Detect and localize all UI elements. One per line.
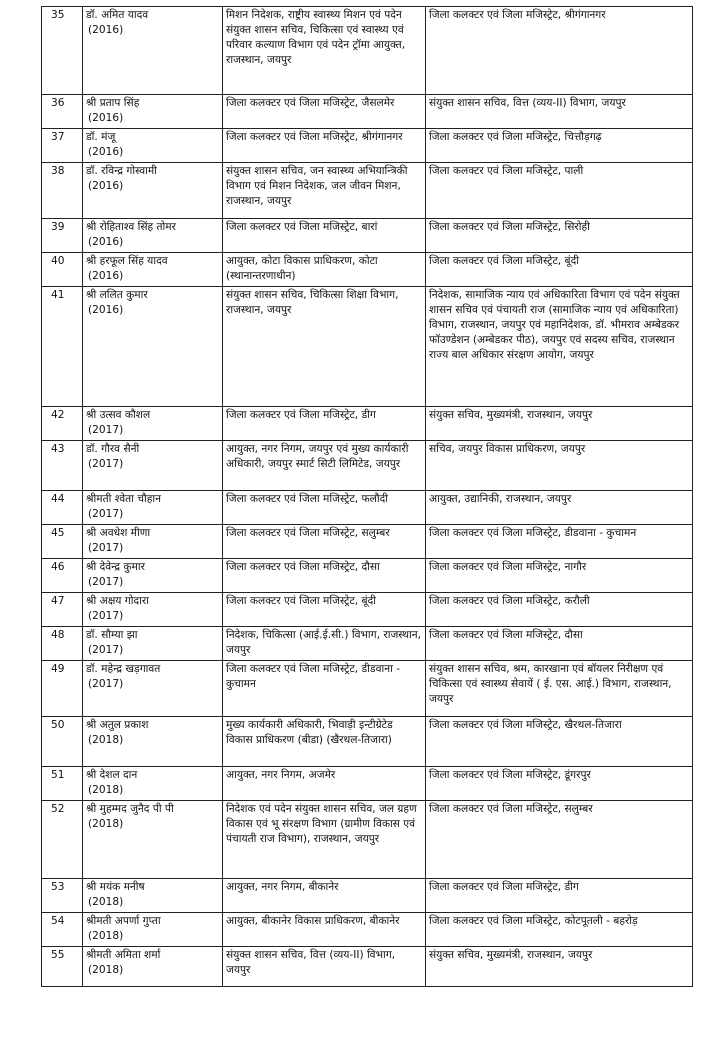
current-posting: जिला कलक्टर एवं जिला मजिस्ट्रेट, डीडवाना - कुचामन	[223, 661, 426, 717]
current-posting: जिला कलक्टर एवं जिला मजिस्ट्रेट, बारां	[223, 219, 426, 253]
table-row	[42, 491, 693, 525]
officer-name: श्रीमती अपर्णा गुप्ता	[86, 915, 161, 927]
new-posting: जिला कलक्टर एवं जिला मजिस्ट्रेट, बूंदी	[426, 253, 693, 287]
new-posting: जिला कलक्टर एवं जिला मजिस्ट्रेट, खैरथल-तिजारा	[426, 717, 693, 767]
table-row	[42, 441, 693, 491]
serial-number: 36	[42, 95, 83, 129]
serial-number: 50	[42, 717, 83, 767]
serial-number: 45	[42, 525, 83, 559]
new-posting: निदेशक, सामाजिक न्याय एवं अधिकारिता विभाग एवं पदेन संयुक्त शासन सचिव एवं पंचायती राज (सामाजिक न्याय एवं अधिकारिता) विभाग, राजस्थान, जयपुर एवं महानिदेशक, डॉ. भीमराव अम्बेडकर फॉउण्डेशन (अम्बेडकर पीठ), जयपुर एवं सदस्य सचिव, राजस्थान राज्य बाल अधिकार संरक्षण आयोग, जयपुर	[426, 287, 693, 407]
new-posting: जिला कलक्टर एवं जिला मजिस्ट्रेट, डूंगरपुर	[426, 767, 693, 801]
new-posting: संयुक्त सचिव, मुख्यमंत्री, राजस्थान, जयपुर	[426, 407, 693, 441]
batch-year: (2018)	[88, 818, 124, 830]
batch-year: (2016)	[88, 236, 124, 248]
serial-number: 55	[42, 947, 83, 987]
officer-cell	[83, 163, 223, 219]
officer-cell	[83, 661, 223, 717]
current-posting: जिला कलक्टर एवं जिला मजिस्ट्रेट, बूंदी	[223, 593, 426, 627]
serial-number: 44	[42, 491, 83, 525]
current-posting: जिला कलक्टर एवं जिला मजिस्ट्रेट, डीग	[223, 407, 426, 441]
table-row	[42, 947, 693, 987]
batch-year: (2017)	[88, 424, 124, 436]
new-posting: जिला कलक्टर एवं जिला मजिस्ट्रेट, कोटपूतली - बहरोड़	[426, 913, 693, 947]
table-row	[42, 559, 693, 593]
officer-name: श्रीमती अमिता शर्मा	[86, 949, 161, 961]
officer-cell	[83, 593, 223, 627]
batch-year: (2017)	[88, 542, 124, 554]
table-row	[42, 407, 693, 441]
table-row	[42, 913, 693, 947]
table-row	[42, 95, 693, 129]
table-row	[42, 661, 693, 717]
officer-cell	[83, 491, 223, 525]
officer-name: श्री अतुल प्रकाश	[86, 719, 149, 731]
new-posting: जिला कलक्टर एवं जिला मजिस्ट्रेट, नागौर	[426, 559, 693, 593]
batch-year: (2016)	[88, 180, 124, 192]
officer-cell	[83, 879, 223, 913]
officer-name: श्रीमती श्वेता चौहान	[86, 493, 161, 505]
serial-number: 40	[42, 253, 83, 287]
officer-cell	[83, 287, 223, 407]
officer-cell	[83, 219, 223, 253]
officer-name: श्री प्रताप सिंह	[86, 97, 140, 109]
new-posting: जिला कलक्टर एवं जिला मजिस्ट्रेट, डीडवाना - कुचामन	[426, 525, 693, 559]
new-posting: जिला कलक्टर एवं जिला मजिस्ट्रेट, करौली	[426, 593, 693, 627]
officer-cell	[83, 441, 223, 491]
batch-year: (2017)	[88, 644, 124, 656]
table-row	[42, 717, 693, 767]
officer-name: श्री हरफूल सिंह यादव	[86, 255, 168, 267]
new-posting: संयुक्त शासन सचिव, श्रम, कारखाना एवं बॉयलर निरीक्षण एवं चिकित्सा एवं स्वास्थ्य सेवायें ( ई. एस. आई.) विभाग, राजस्थान, जयपुर	[426, 661, 693, 717]
table-row	[42, 627, 693, 661]
transfer-list	[41, 6, 692, 987]
serial-number: 53	[42, 879, 83, 913]
new-posting: जिला कलक्टर एवं जिला मजिस्ट्रेट, सलुम्बर	[426, 801, 693, 879]
new-posting: जिला कलक्टर एवं जिला मजिस्ट्रेट, सिरोही	[426, 219, 693, 253]
new-posting: जिला कलक्टर एवं जिला मजिस्ट्रेट, पाली	[426, 163, 693, 219]
officer-name: श्री मुहम्मद जुनैद पी पी	[86, 803, 174, 815]
new-posting: जिला कलक्टर एवं जिला मजिस्ट्रेट, श्रीगंगानगर	[426, 7, 693, 95]
batch-year: (2018)	[88, 734, 124, 746]
batch-year: (2017)	[88, 576, 124, 588]
batch-year: (2018)	[88, 930, 124, 942]
current-posting: मुख्य कार्यकारी अधिकारी, भिवाड़ी इन्टीग्रेटेड विकास प्राधिकरण (बीडा) (खैरथल-तिजारा)	[223, 717, 426, 767]
batch-year: (2016)	[88, 146, 124, 158]
current-posting: संयुक्त शासन सचिव, वित्त (व्यय-II) विभाग, जयपुर	[223, 947, 426, 987]
current-posting: संयुक्त शासन सचिव, जन स्वास्थ्य अभियान्त्रिकी विभाग एवं मिशन निदेशक, जल जीवन मिशन, राजस्थान, जयपुर	[223, 163, 426, 219]
officer-name: श्री मयंक मनीष	[86, 881, 145, 893]
officer-name: श्री देवेन्द्र कुमार	[86, 561, 145, 573]
officer-cell	[83, 253, 223, 287]
serial-number: 43	[42, 441, 83, 491]
serial-number: 42	[42, 407, 83, 441]
officer-name: डॉ. मंजू	[86, 131, 116, 143]
table-row	[42, 801, 693, 879]
batch-year: (2017)	[88, 508, 124, 520]
officer-name: श्री रोहिताश्व सिंह तोमर	[86, 221, 176, 233]
new-posting: जिला कलक्टर एवं जिला मजिस्ट्रेट, दौसा	[426, 627, 693, 661]
serial-number: 46	[42, 559, 83, 593]
batch-year: (2016)	[88, 24, 124, 36]
serial-number: 52	[42, 801, 83, 879]
serial-number: 54	[42, 913, 83, 947]
current-posting: जिला कलक्टर एवं जिला मजिस्ट्रेट, सलुम्बर	[223, 525, 426, 559]
officer-cell	[83, 627, 223, 661]
officer-cell	[83, 767, 223, 801]
officer-cell	[83, 717, 223, 767]
table-row	[42, 7, 693, 95]
batch-year: (2017)	[88, 610, 124, 622]
batch-year: (2017)	[88, 458, 124, 470]
batch-year: (2018)	[88, 784, 124, 796]
new-posting: आयुक्त, उद्यानिकी, राजस्थान, जयपुर	[426, 491, 693, 525]
new-posting: जिला कलक्टर एवं जिला मजिस्ट्रेट, चित्तौड़गढ़	[426, 129, 693, 163]
current-posting: जिला कलक्टर एवं जिला मजिस्ट्रेट, दौसा	[223, 559, 426, 593]
table-row	[42, 129, 693, 163]
table-row	[42, 219, 693, 253]
serial-number: 49	[42, 661, 83, 717]
officer-name: श्री देशल दान	[86, 769, 138, 781]
table-row	[42, 525, 693, 559]
officer-name: डॉ. रविन्द्र गोस्वामी	[86, 165, 157, 177]
officer-cell	[83, 947, 223, 987]
batch-year: (2016)	[88, 270, 124, 282]
batch-year: (2016)	[88, 112, 124, 124]
officer-name: श्री अवधेश मीणा	[86, 527, 151, 539]
officer-cell	[83, 129, 223, 163]
current-posting: आयुक्त, कोटा विकास प्राधिकरण, कोटा (स्थानान्तरणाधीन)	[223, 253, 426, 287]
new-posting: संयुक्त शासन सचिव, वित्त (व्यय-II) विभाग, जयपुर	[426, 95, 693, 129]
table-row	[42, 163, 693, 219]
current-posting: जिला कलक्टर एवं जिला मजिस्ट्रेट, जैसलमेर	[223, 95, 426, 129]
batch-year: (2016)	[88, 304, 124, 316]
serial-number: 38	[42, 163, 83, 219]
current-posting: जिला कलक्टर एवं जिला मजिस्ट्रेट, श्रीगंगानगर	[223, 129, 426, 163]
serial-number: 37	[42, 129, 83, 163]
current-posting: जिला कलक्टर एवं जिला मजिस्ट्रेट, फलौदी	[223, 491, 426, 525]
officer-cell	[83, 7, 223, 95]
officer-cell	[83, 559, 223, 593]
current-posting: निदेशक एवं पदेन संयुक्त शासन सचिव, जल ग्रहण विकास एवं भू संरक्षण विभाग (ग्रामीण विकास एवं पंचायती राज विभाग), राजस्थान, जयपुर	[223, 801, 426, 879]
batch-year: (2017)	[88, 678, 124, 690]
batch-year: (2018)	[88, 964, 124, 976]
officer-name: डॉ. महेन्द्र खड़गावत	[86, 663, 161, 675]
serial-number: 48	[42, 627, 83, 661]
officer-name: श्री उत्सव कौशल	[86, 409, 151, 421]
new-posting: संयुक्त सचिव, मुख्यमंत्री, राजस्थान, जयपुर	[426, 947, 693, 987]
officer-cell	[83, 913, 223, 947]
new-posting: जिला कलक्टर एवं जिला मजिस्ट्रेट, डीग	[426, 879, 693, 913]
serial-number: 41	[42, 287, 83, 407]
officer-cell	[83, 407, 223, 441]
table-row	[42, 767, 693, 801]
new-posting: सचिव, जयपुर विकास प्राधिकरण, जयपुर	[426, 441, 693, 491]
batch-year: (2018)	[88, 896, 124, 908]
officer-name: श्री ललित कुमार	[86, 289, 148, 301]
officer-name: डॉ. सौम्या झा	[86, 629, 138, 641]
current-posting: आयुक्त, नगर निगम, अजमेर	[223, 767, 426, 801]
officer-cell	[83, 801, 223, 879]
current-posting: मिशन निदेशक, राष्ट्रीय स्वास्थ्य मिशन एवं पदेन संयुक्त शासन सचिव, चिकित्सा एवं स्वास्थ्य एवं परिवार कल्याण विभाग एवं पदेन ट्रॉमा आयुक्त, राजस्थान, जयपुर	[223, 7, 426, 95]
serial-number: 35	[42, 7, 83, 95]
current-posting: आयुक्त, बीकानेर विकास प्राधिकरण, बीकानेर	[223, 913, 426, 947]
officer-name: डॉ. अमित यादव	[86, 9, 149, 21]
serial-number: 47	[42, 593, 83, 627]
current-posting: संयुक्त शासन सचिव, चिकित्सा शिक्षा विभाग, राजस्थान, जयपुर	[223, 287, 426, 407]
current-posting: निदेशक, चिकित्सा (आई.ई.सी.) विभाग, राजस्थान, जयपुर	[223, 627, 426, 661]
table-row	[42, 287, 693, 407]
current-posting: आयुक्त, नगर निगम, जयपुर एवं मुख्य कार्यकारी अधिकारी, जयपुर स्मार्ट सिटी लिमिटेड, जयपुर	[223, 441, 426, 491]
serial-number: 39	[42, 219, 83, 253]
current-posting: आयुक्त, नगर निगम, बीकानेर	[223, 879, 426, 913]
officer-name: डॉ. गौरव सैनी	[86, 443, 140, 455]
table-row	[42, 593, 693, 627]
serial-number: 51	[42, 767, 83, 801]
table-row	[42, 879, 693, 913]
officer-cell	[83, 95, 223, 129]
officer-cell	[83, 525, 223, 559]
table-body	[42, 7, 693, 987]
officer-name: श्री अक्षय गोदारा	[86, 595, 149, 607]
table-row	[42, 253, 693, 287]
transfer-table	[41, 6, 693, 987]
